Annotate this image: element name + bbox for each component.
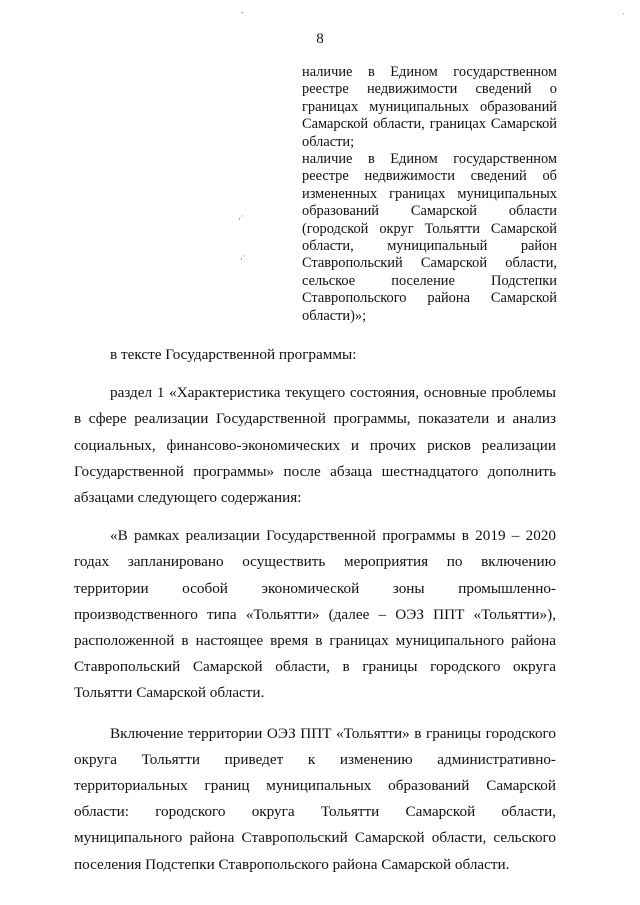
quote-paragraph-1: наличие в Едином государственном реестре недвижимости сведений о границах муниципальных образований Самарской области, границах Самарской области;: [302, 64, 557, 150]
paragraph-oez-inclusion: «В рамках реализации Государственной программы в 2019 – 2020 годах запланировано осуществить мероприятия по включению территории особой экономической зоны промышленно-производственного типа «Тольятти» (далее – ОЭЗ ППТ «Тольятти»), расположенной в настоящее время в границах муниципального района Ставропольский Самарской области, в границы городского округа Тольятти Самарской области.: [74, 527, 556, 702]
scan-speck: ˇ: [240, 12, 245, 22]
page-number: 8: [316, 31, 324, 47]
scan-speck: ·: [622, 10, 625, 20]
scan-speck: ,·: [240, 252, 246, 262]
paragraph-program-text: в тексте Государственной программы:: [110, 346, 357, 363]
scan-speck: ,·: [238, 212, 244, 222]
quote-paragraph-2: наличие в Едином государственном реестре недвижимости сведений об измененных границах муниципальных образований Самарской области (городской округ Тольятти Самарской области, муниципальный район Ставропольский Самарской области, сельское поселение Подстепки Ставропольского района Самарской области)»;: [302, 151, 557, 324]
main-text: [74, 342, 556, 878]
paragraph-border-change: Включение территории ОЭЗ ППТ «Тольятти» в границы городского округа Тольятти приведет к изменению административно-территориальных границ муниципальных образований Самарской области: городского округа Тольятти Самарской области, муниципального района Ставропольский Самарской области, сельского поселения Подстепки Ставропольского района Самарской области.: [74, 724, 556, 873]
paragraph-section-1: раздел 1 «Характеристика текущего состояния, основные проблемы в сфере реализации Государственной программы, показатели и анализ социальных, финансово-экономических и прочих рисков реализации Государственной программы» после абзаца шестнадцатого дополнить абзацами следующего содержания:: [74, 384, 556, 507]
amendment-quote-block: [302, 64, 557, 325]
